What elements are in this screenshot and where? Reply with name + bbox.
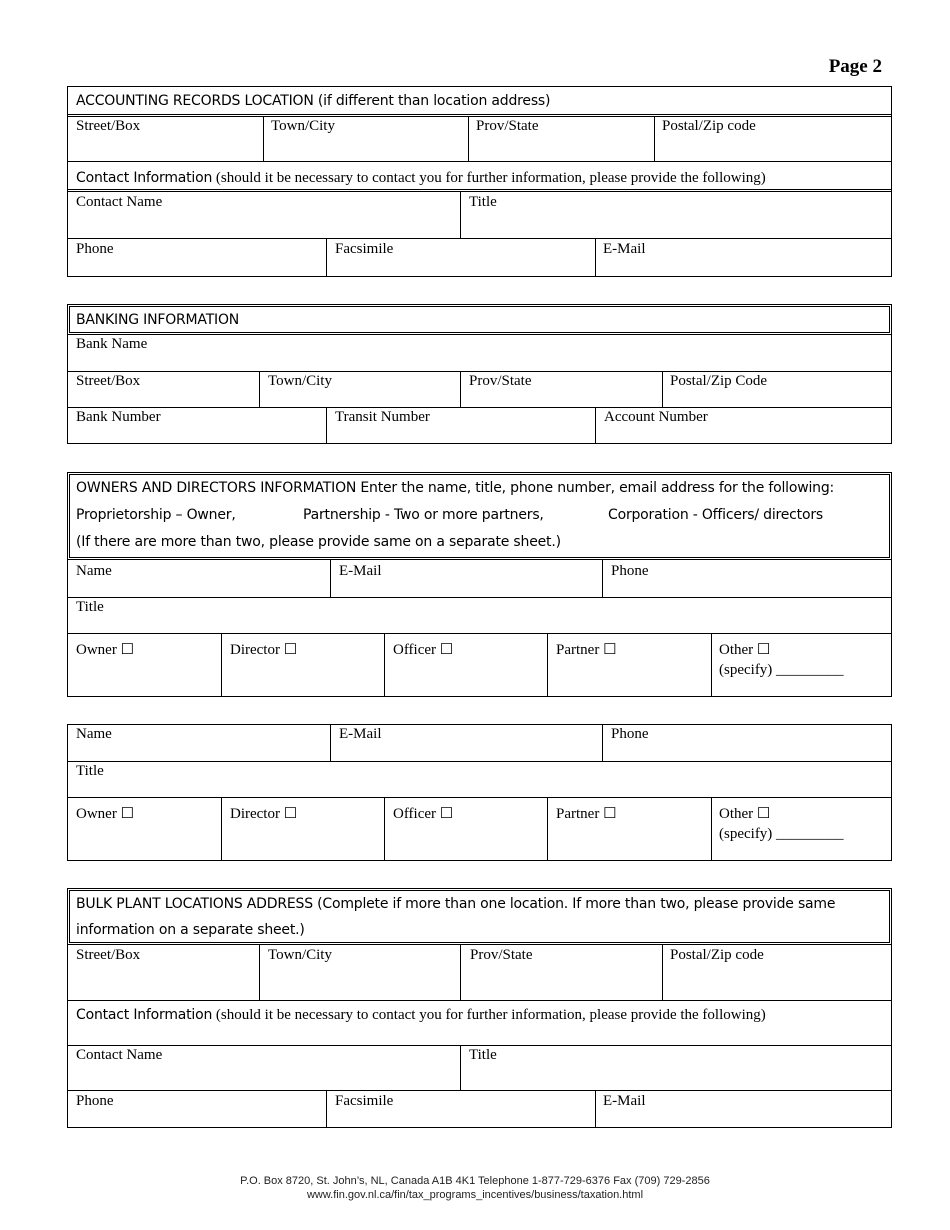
owner2-phone-field[interactable]: Phone — [611, 726, 649, 742]
owner2-owner-checkbox[interactable]: Owner ☐ — [76, 806, 135, 822]
bank-prov-field[interactable]: Prov/State — [469, 373, 532, 389]
owner1-officer-checkbox[interactable]: Officer ☐ — [393, 642, 454, 658]
owner2-specify-field[interactable]: (specify) _________ — [719, 826, 844, 842]
accounting-town-field[interactable]: Town/City — [271, 118, 335, 134]
bulk-fax-field[interactable]: Facsimile — [335, 1093, 394, 1109]
owners-note: (If there are more than two, please provide same on a separate sheet.) — [76, 534, 561, 550]
owner2-title-field[interactable]: Title — [76, 763, 104, 779]
bulk-contact-name-field[interactable]: Contact Name — [76, 1047, 163, 1063]
bulk-street-field[interactable]: Street/Box — [76, 947, 141, 963]
accounting-title-field[interactable]: Title — [469, 194, 497, 210]
bulk-town-field[interactable]: Town/City — [268, 947, 332, 963]
owners-proprietorship-text: Proprietorship – Owner, — [76, 507, 236, 523]
bulk-prov-field[interactable]: Prov/State — [470, 947, 533, 963]
bulk-contact-heading: Contact Information (should it be necessary to contact you for further information, please provide the following) — [76, 1007, 766, 1023]
owners-corporation-text: Corporation - Officers/ directors — [608, 507, 823, 523]
account-number-field[interactable]: Account Number — [604, 409, 708, 425]
accounting-records-heading: ACCOUNTING RECORDS LOCATION (if different than location address) — [76, 93, 551, 109]
accounting-fax-field[interactable]: Facsimile — [335, 241, 394, 257]
bank-number-field[interactable]: Bank Number — [76, 409, 161, 425]
footer-url: www.fin.gov.nl.ca/fin/tax_programs_incentives/business/taxation.html — [306, 1189, 644, 1201]
bank-postal-field[interactable]: Postal/Zip Code — [670, 373, 768, 389]
bank-town-field[interactable]: Town/City — [268, 373, 332, 389]
owner1-partner-checkbox[interactable]: Partner ☐ — [556, 642, 617, 658]
accounting-phone-field[interactable]: Phone — [76, 241, 114, 257]
owner1-title-field[interactable]: Title — [76, 599, 104, 615]
transit-number-field[interactable]: Transit Number — [335, 409, 430, 425]
accounting-street-field[interactable]: Street/Box — [76, 118, 141, 134]
accounting-contact-heading: Contact Information (should it be necessary to contact you for further information, please provide the following) — [76, 170, 766, 186]
bank-street-field[interactable]: Street/Box — [76, 373, 141, 389]
bulk-title-field[interactable]: Title — [469, 1047, 497, 1063]
bank-name-field[interactable]: Bank Name — [76, 336, 148, 352]
bulk-plant-heading-line2: information on a separate sheet.) — [76, 922, 305, 938]
owner1-email-field[interactable]: E-Mail — [339, 563, 382, 579]
owner1-phone-field[interactable]: Phone — [611, 563, 649, 579]
owner2-other-checkbox[interactable]: Other ☐ — [719, 806, 771, 822]
bulk-plant-heading: BULK PLANT LOCATIONS ADDRESS (Complete if more than one location. If more than two, please provide same — [76, 896, 836, 912]
banking-heading: BANKING INFORMATION — [76, 312, 240, 328]
owner2-director-checkbox[interactable]: Director ☐ — [230, 806, 298, 822]
accounting-email-field[interactable]: E-Mail — [603, 241, 646, 257]
bulk-postal-field[interactable]: Postal/Zip code — [670, 947, 764, 963]
owner2-officer-checkbox[interactable]: Officer ☐ — [393, 806, 454, 822]
accounting-postal-field[interactable]: Postal/Zip code — [662, 118, 756, 134]
owner1-owner-checkbox[interactable]: Owner ☐ — [76, 642, 135, 658]
bulk-phone-field[interactable]: Phone — [76, 1093, 114, 1109]
bulk-email-field[interactable]: E-Mail — [603, 1093, 646, 1109]
owner1-other-checkbox[interactable]: Other ☐ — [719, 642, 771, 658]
page-number: Page 2 — [828, 56, 882, 77]
owner2-partner-checkbox[interactable]: Partner ☐ — [556, 806, 617, 822]
footer-address: P.O. Box 8720, St. John’s, NL, Canada A1B 4K1 Telephone 1-877-729-6376 Fax (709) 729-2856 — [240, 1175, 710, 1187]
owners-heading: OWNERS AND DIRECTORS INFORMATION Enter the name, title, phone number, email address for the following: — [76, 480, 835, 496]
owner1-director-checkbox[interactable]: Director ☐ — [230, 642, 298, 658]
owner2-email-field[interactable]: E-Mail — [339, 726, 382, 742]
owner2-name-field[interactable]: Name — [76, 726, 112, 742]
accounting-contact-name-field[interactable]: Contact Name — [76, 194, 163, 210]
accounting-prov-field[interactable]: Prov/State — [476, 118, 539, 134]
owner1-specify-field[interactable]: (specify) _________ — [719, 662, 844, 678]
owners-partnership-text: Partnership - Two or more partners, — [303, 507, 544, 523]
owner1-name-field[interactable]: Name — [76, 563, 112, 579]
